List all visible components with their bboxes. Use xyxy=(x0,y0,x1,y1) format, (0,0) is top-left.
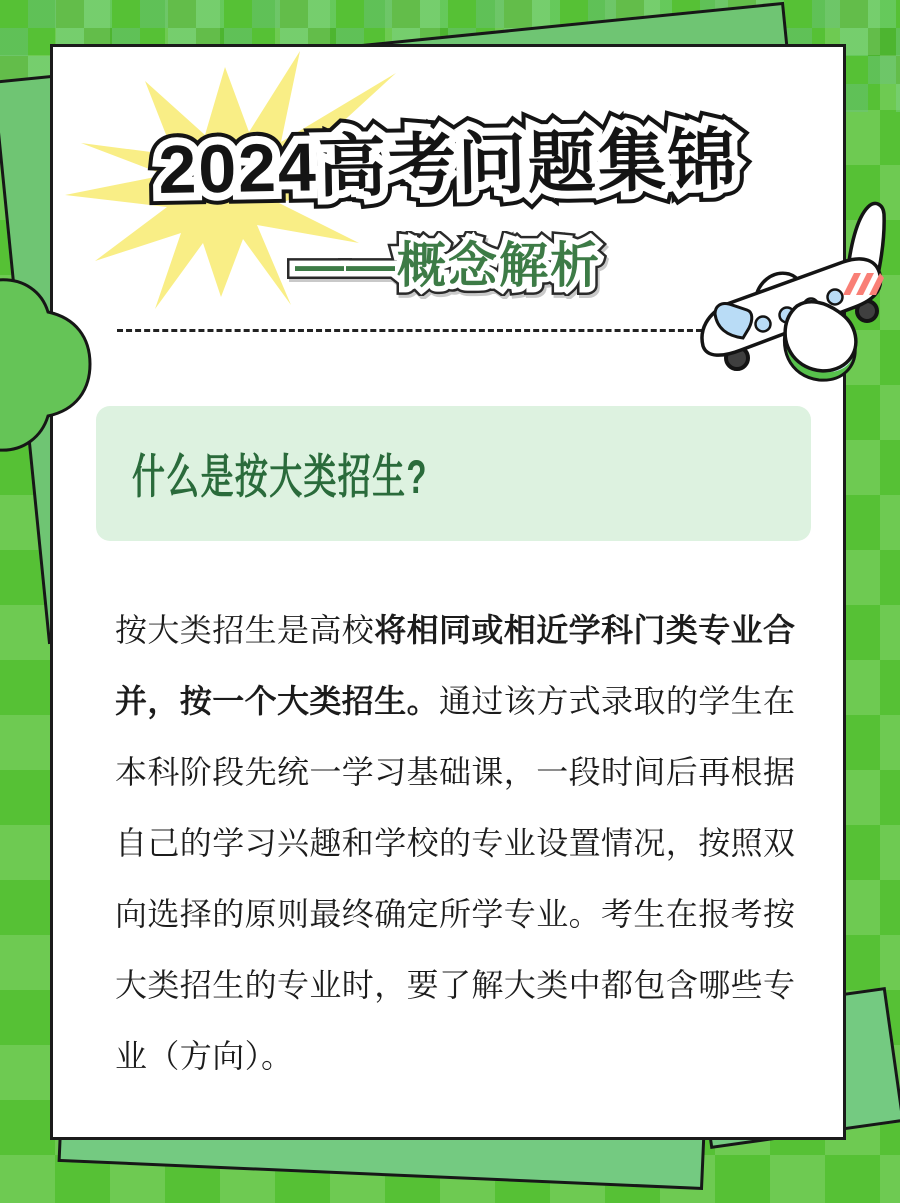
body-line xyxy=(115,808,855,879)
body-line xyxy=(115,666,855,737)
body-text-segment: 业（方向）。 xyxy=(115,1038,294,1074)
body-text-segment: 并，按一个大类招生。 xyxy=(115,683,440,719)
body-text-segment: 按大类招生是高校 xyxy=(115,612,375,648)
body-line xyxy=(115,879,855,950)
body-text-segment: 向选择的原则最终确定所学专业。考生在报考按 xyxy=(115,896,796,932)
body-text-segment: 本科阶段先统一学习基础课，一段时间后再根据 xyxy=(115,754,796,790)
page-title-text: 2024高考问题集锦 2024高考问题集锦 2024高考问题集锦 xyxy=(158,106,739,213)
body-line xyxy=(115,595,855,666)
answer-paragraph xyxy=(115,595,855,1092)
body-line xyxy=(115,950,855,1021)
page-subtitle-text: ——概念解析 ——概念解析 ——概念解析 xyxy=(295,227,601,297)
puzzle-tab-icon xyxy=(0,262,108,474)
body-text-segment: 自己的学习兴趣和学校的专业设置情况，按照双 xyxy=(115,825,796,861)
dashed-divider-icon xyxy=(117,329,702,332)
question-heading-box xyxy=(96,406,811,541)
body-text-segment: 通过该方式录取的学生在 xyxy=(439,683,796,719)
body-text-segment: 将相同或相近学科门类专业合 xyxy=(374,612,796,648)
question-heading: 什么是按大类招生? xyxy=(132,450,428,503)
body-line xyxy=(115,1021,855,1092)
body-text-segment: 大类招生的专业时，要了解大类中都包含哪些专 xyxy=(115,967,796,1003)
airplane-icon xyxy=(697,198,897,410)
body-line xyxy=(115,737,855,808)
